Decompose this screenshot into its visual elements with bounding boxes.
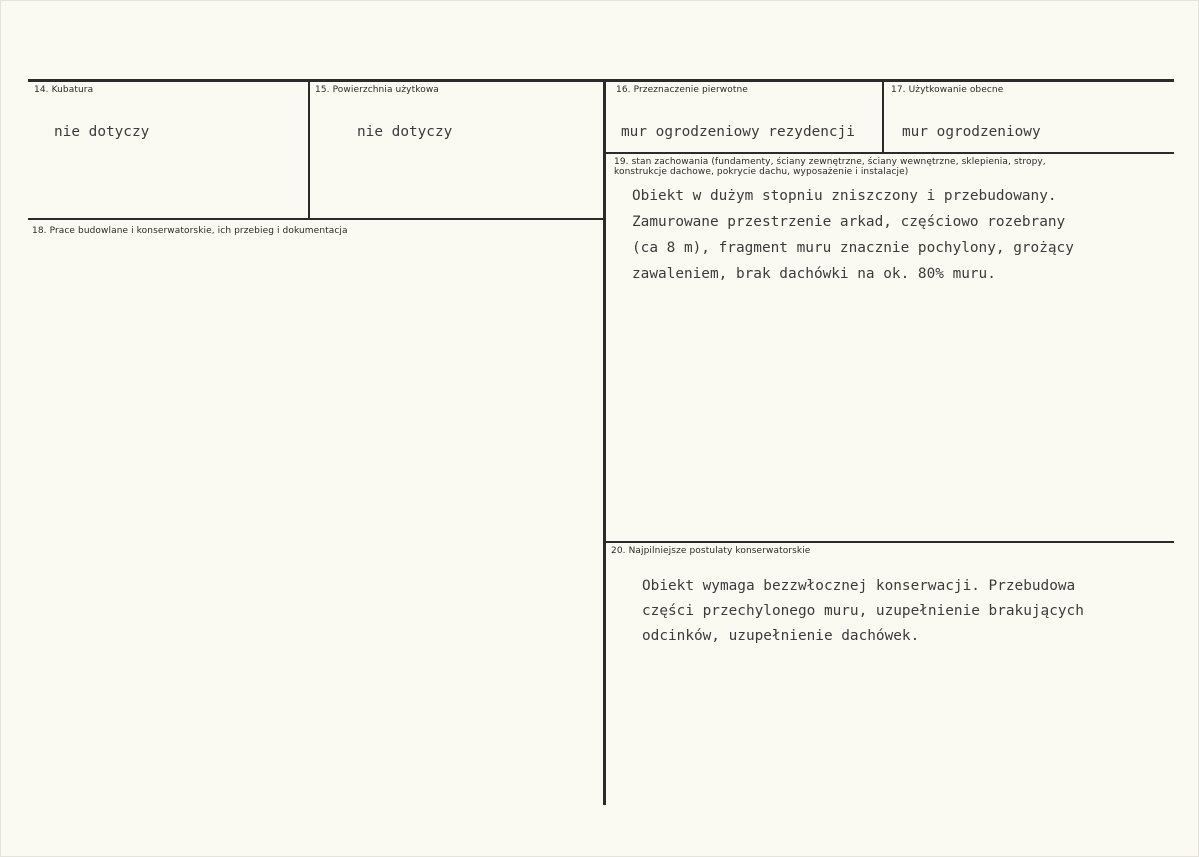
rule-below-14-15 (28, 218, 604, 220)
field-20-line: Obiekt wymaga bezzwłocznej konserwacji. Przebudowa (642, 578, 1076, 594)
field-19-text (632, 183, 1074, 287)
field-19-line: Obiekt w dużym stopniu zniszczony i przebudowany. (632, 188, 1057, 204)
field-17-value: mur ogrodzeniowy (902, 124, 1041, 140)
field-20-label: 20. Najpilniejsze postulaty konserwatorskie (611, 546, 811, 556)
field-16-label: 16. Przeznaczenie pierwotne (616, 85, 748, 95)
field-14-value: nie dotyczy (54, 124, 150, 140)
field-17-label: 17. Użytkowanie obecne (891, 85, 1004, 95)
divider-14-15 (308, 81, 310, 220)
field-20-text (642, 574, 1084, 649)
field-20-line: odcinków, uzupełnienie dachówek. (642, 628, 920, 644)
divider-left-right (603, 81, 606, 805)
divider-16-17 (882, 81, 884, 153)
field-18-label: 18. Prace budowlane i konserwatorskie, ich przebieg i dokumentacja (32, 226, 348, 236)
field-19-line: zawaleniem, brak dachówki na ok. 80% muru. (632, 266, 996, 282)
field-19-label-line2: konstrukcje dachowe, pokrycie dachu, wyposażenie i instalacje) (614, 167, 909, 177)
field-15-value: nie dotyczy (357, 124, 453, 140)
field-14-label: 14. Kubatura (34, 85, 94, 95)
field-19-line: (ca 8 m), fragment muru znacznie pochylony, grożący (632, 240, 1074, 256)
field-19-line: Zamurowane przestrzenie arkad, częściowo rozebrany (632, 214, 1066, 230)
rule-above-20 (605, 541, 1174, 543)
field-15-label: 15. Powierzchnia użytkowa (315, 85, 439, 95)
rule-below-16-17 (605, 152, 1174, 154)
field-19-label-line1: 19. stan zachowania (fundamenty, ściany zewnętrzne, ściany wewnętrzne, sklepienia, stropy, (614, 157, 1046, 167)
top-rule (28, 79, 1174, 82)
field-16-value: mur ogrodzeniowy rezydencji (621, 124, 855, 140)
field-20-line: części przechylonego muru, uzupełnienie brakujących (642, 603, 1084, 619)
